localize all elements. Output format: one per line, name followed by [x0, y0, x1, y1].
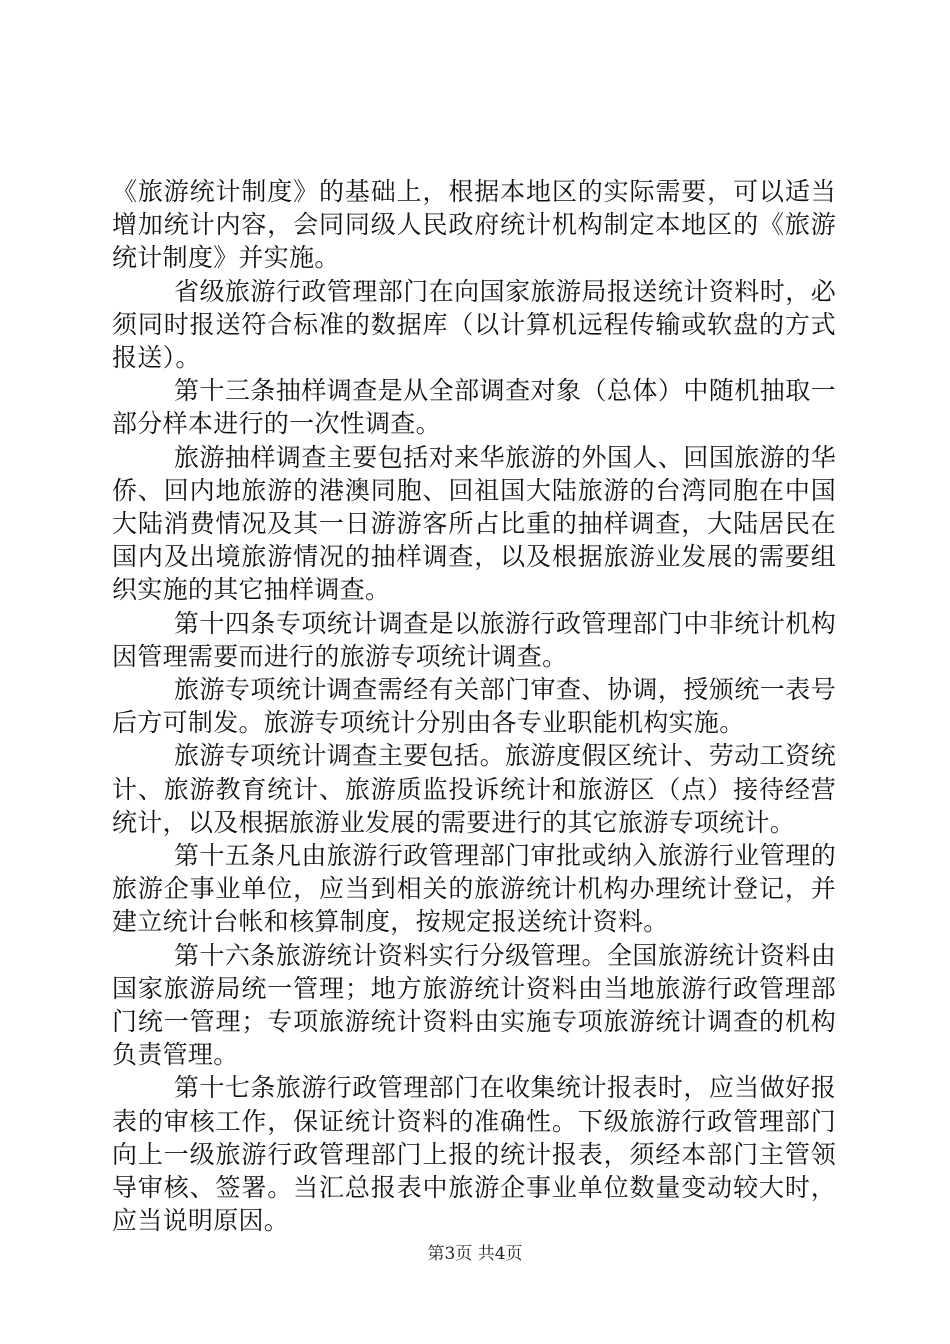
document-body	[112, 175, 836, 1238]
paragraph: 第十四条专项统计调查是以旅游行政管理部门中非统计机构因管理需要而进行的旅游专项统计调查。	[112, 608, 836, 671]
paragraph: 第十六条旅游统计资料实行分级管理。全国旅游统计资料由国家旅游局统一管理；地方旅游统计资料由当地旅游行政管理部门统一管理；专项旅游统计资料由实施专项旅游统计调查的机构负责管理。	[112, 940, 836, 1070]
paragraph: 省级旅游行政管理部门在向国家旅游局报送统计资料时，必须同时报送符合标准的数据库（以计算机远程传输或软盘的方式报送）。	[112, 276, 836, 373]
paragraph: 旅游专项统计调查需经有关部门审查、协调，授颁统一表号后方可制发。旅游专项统计分别由各专业职能机构实施。	[112, 675, 836, 738]
paragraph: 第十三条抽样调查是从全部调查对象（总体）中随机抽取一部分样本进行的一次性调查。	[112, 376, 836, 439]
page-number-footer: 第3页 共4页	[427, 1244, 523, 1264]
paragraph: 第十七条旅游行政管理部门在收集统计报表时，应当做好报表的审核工作，保证统计资料的准确性。下级旅游行政管理部门向上一级旅游行政管理部门上报的统计报表，须经本部门主管领导审核、签署。当汇总报表中旅游企事业单位数量变动较大时，应当说明原因。	[112, 1073, 836, 1236]
paragraph: 旅游抽样调查主要包括对来华旅游的外国人、回国旅游的华侨、回内地旅游的港澳同胞、回祖国大陆旅游的台湾同胞在中国大陆消费情况及其一日游游客所占比重的抽样调查，大陆居民在国内及出境旅游情况的抽样调查，以及根据旅游业发展的需要组织实施的其它抽样调查。	[112, 442, 836, 605]
paragraph: 《旅游统计制度》的基础上，根据本地区的实际需要，可以适当增加统计内容，会同同级人民政府统计机构制定本地区的《旅游统计制度》并实施。	[112, 177, 836, 273]
paragraph: 旅游专项统计调查主要包括。旅游度假区统计、劳动工资统计、旅游教育统计、旅游质监投诉统计和旅游区（点）接待经营统计，以及根据旅游业发展的需要进行的其它旅游专项统计。	[112, 741, 836, 837]
paragraph: 第十五条凡由旅游行政管理部门审批或纳入旅游行业管理的旅游企事业单位，应当到相关的旅游统计机构办理统计登记，并建立统计台帐和核算制度，按规定报送统计资料。	[112, 841, 836, 937]
